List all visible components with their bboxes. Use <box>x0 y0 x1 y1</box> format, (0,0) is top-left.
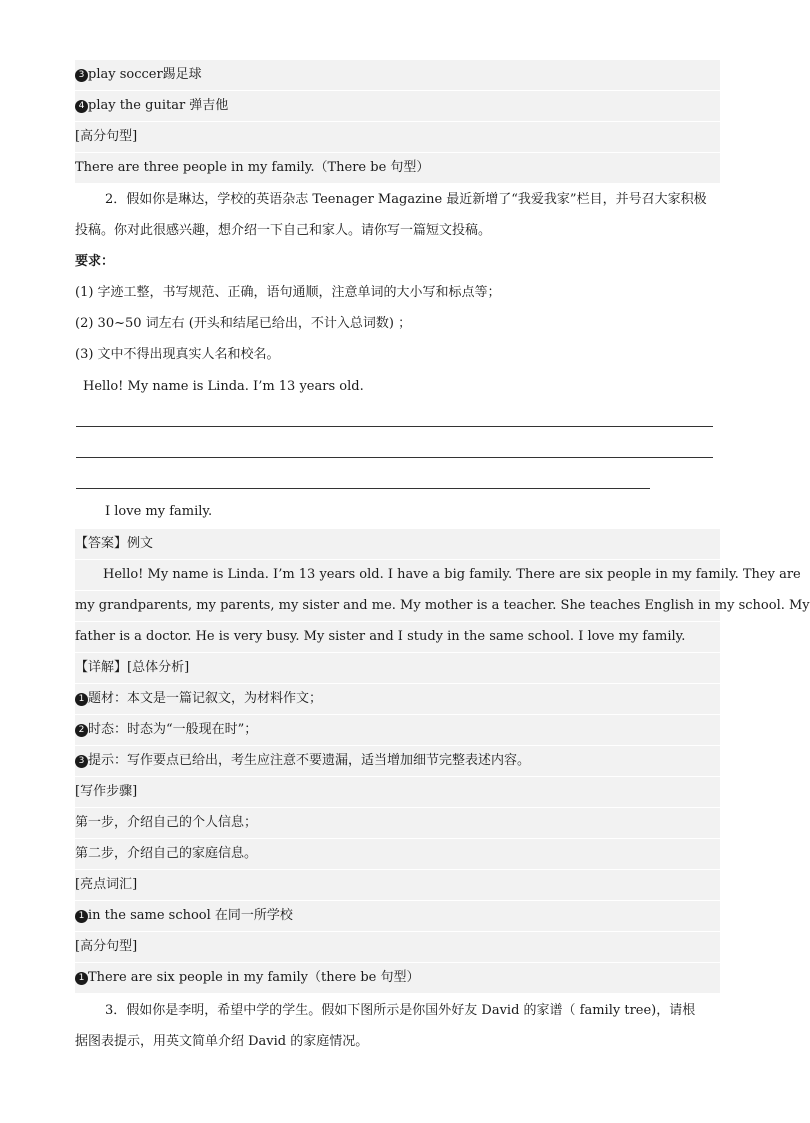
circled-number-icon: 1 <box>75 693 88 706</box>
analysis-point-1: 1 题材：本文是一篇记叙文，为材料作文； <box>75 684 720 714</box>
writing-line <box>76 426 713 427</box>
circled-number-icon: 2 <box>75 724 88 737</box>
vocab-heading: [亮点词汇] <box>75 870 720 900</box>
essay-closing: I love my family. <box>105 504 213 519</box>
sentence-example: There are three people in my family.（There be 句型） <box>75 153 720 183</box>
circled-number-icon: 3 <box>75 69 88 82</box>
answer-label: 【答案】例文 <box>75 529 720 559</box>
step-2: 第二步，介绍自己的家庭信息。 <box>75 839 720 869</box>
circled-number-icon: 3 <box>75 755 88 768</box>
vocab-item-3: 3 play soccer踢足球 <box>75 60 720 90</box>
question-3-line-2: 据图表提示，用英文简单介绍 David 的家庭情况。 <box>75 1034 369 1049</box>
analysis-label: 【详解】[总体分析] <box>75 653 720 683</box>
sentence-heading: [高分句型] <box>75 122 720 152</box>
analysis-point-2: 2 时态：时态为“一般现在时”； <box>75 715 720 745</box>
vocab-item-4: 4 play the guitar 弹吉他 <box>75 91 720 121</box>
question-2-line-1: 2．假如你是琳达，学校的英语杂志 Teenager Magazine 最近新增了“我爱我家”栏目，并号召大家积极 <box>105 192 707 207</box>
question-2-line-2: 投稿。你对此很感兴趣，想介绍一下自己和家人。请你写一篇短文投稿。 <box>75 223 492 238</box>
circled-number-icon: 1 <box>75 910 88 923</box>
answer-line-1: Hello! My name is Linda. I’m 13 years old. I have a big family. There are six people in my family. They are <box>75 560 720 590</box>
circled-number-icon: 1 <box>75 972 88 985</box>
sentence-highlight-1: 1 There are six people in my family（there be 句型） <box>75 963 720 993</box>
answer-line-3: father is a doctor. He is very busy. My sister and I study in the same school. I love my family. <box>75 622 720 652</box>
writing-line <box>76 488 650 489</box>
requirement-2: (2) 30~50 词左右 (开头和结尾已给出，不计入总词数) ； <box>75 316 412 331</box>
vocab-highlight-1: 1 in the same school 在同一所学校 <box>75 901 720 931</box>
essay-opening: Hello! My name is Linda. I’m 13 years old. <box>83 379 364 394</box>
step-1: 第一步，介绍自己的个人信息； <box>75 808 720 838</box>
writing-line <box>76 457 713 458</box>
circled-number-icon: 4 <box>75 100 88 113</box>
question-3-line-1: 3．假如你是李明，希望中学的学生。假如下图所示是你国外好友 David 的家谱（ family tree)，请根 <box>105 1003 696 1018</box>
answer-line-2: my grandparents, my parents, my sister and me. My mother is a teacher. She teaches English in my school. My <box>75 591 720 621</box>
requirement-3: (3) 文中不得出现真实人名和校名。 <box>75 347 280 362</box>
sentence-heading-2: [高分句型] <box>75 932 720 962</box>
analysis-point-3: 3 提示：写作要点已给出，考生应注意不要遗漏，适当增加细节完整表述内容。 <box>75 746 720 776</box>
requirements-title: 要求： <box>75 254 115 269</box>
steps-heading: [写作步骤] <box>75 777 720 807</box>
requirement-1: (1) 字迹工整，书写规范、正确，语句通顺，注意单词的大小写和标点等； <box>75 285 501 300</box>
